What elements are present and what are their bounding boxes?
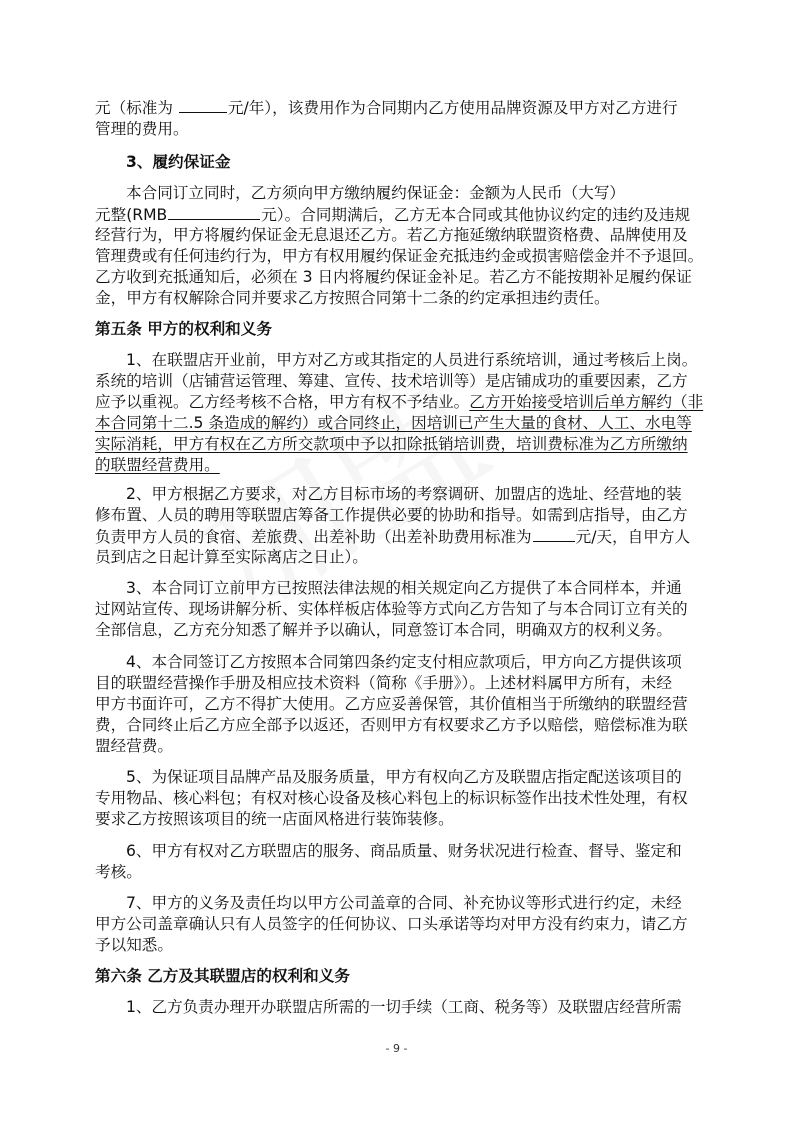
text-line: 费，合同终止后乙方应全部予以返还，否则甲方有权要求乙方予以赔偿，赔偿标准为联 — [95, 716, 688, 734]
page-number: - 9 - — [385, 1042, 408, 1055]
section-heading: 3、履约保证金 — [126, 153, 231, 171]
text-line: 乙方收到充抵通知后，必须在 3 日内将履约保证金补足。若乙方不能按期补足履约保证 — [95, 268, 692, 286]
text-line: 考核。 — [95, 863, 142, 881]
text-line: 3、本合同订立前甲方已按照法律法规的相关规定向乙方提供了本合同样本，并通 — [126, 579, 682, 597]
article-heading: 第五条 甲方的权利和义务 — [95, 320, 272, 338]
text-line: 1、乙方负责办理开办联盟店所需的一切手续（工商、税务等）及联盟店经营所需 — [126, 998, 682, 1016]
text-line: 全部信息，乙方充分知悉了解并予以确认，同意签订本合同，明确双方的权利义务。 — [95, 621, 672, 639]
text-line: 7、甲方的义务及责任均以甲方公司盖章的合同、补充协议等形式进行约定，未经 — [126, 894, 682, 912]
text-line: 本合同订立同时，乙方须向甲方缴纳履约保证金：金额为人民币（大写） — [126, 184, 626, 202]
article-heading: 第六条 乙方及其联盟店的权利和义务 — [95, 967, 350, 985]
text-line: 1、在联盟店开业前，甲方对乙方或其指定的人员进行系统培训，通过考核后上岗。 — [126, 351, 698, 369]
text-line: 目的联盟经营操作手册及相应技术资料（简称《手册》）。上述材料属甲方所有，未经 — [95, 674, 672, 692]
fill-blank — [179, 97, 227, 113]
underlined-text: 本合同第十二.5 条造成的解约）或合同终止，因培训已产生大量的食材、人工、水电等 — [95, 414, 692, 432]
text-line: 负责甲方人员的食宿、差旅费、出差补助（出差补助费用标准为 元/天，自甲方人 — [95, 528, 691, 546]
text-line: 系统的培训（店铺营运管理、筹建、宣传、技术培训等）是店铺成功的重要因素，乙方 — [95, 372, 688, 390]
text-line: 予以知悉。 — [95, 936, 173, 954]
text-line: 元整(RMB 元）。合同期满后，乙方无本合同或其他协议约定的违约及违规 — [95, 206, 691, 224]
text-line: 应予以重视。乙方经考核不合格，甲方有权不予结业。乙方开始接受培训后单方解约（非 — [95, 393, 704, 411]
text-line: 盟经营费。 — [95, 737, 173, 755]
text-line: 金，甲方有权解除合同并要求乙方按照合同第十二条的约定承担违约责任。 — [95, 289, 610, 307]
underlined-text: 乙方开始接受培训后单方解约（非 — [469, 393, 704, 411]
text-line: 6、甲方有权对乙方联盟店的服务、商品质量、财务状况进行检查、督导、鉴定和 — [126, 842, 682, 860]
fill-blank — [168, 204, 260, 220]
text-line: 修布置、人员的聘用等联盟店筹备工作提供必要的协助和指导。如需到店指导，由乙方 — [95, 506, 688, 524]
text-line: 员到店之日起计算至实际离店之日止）。 — [95, 548, 368, 566]
fill-blank — [533, 526, 575, 542]
text-line: 甲方公司盖章确认只有人员签字的任何协议、口头承诺等均对甲方没有约束力，请乙方 — [95, 915, 688, 933]
text-line: 5、为保证项目品牌产品及服务质量，甲方有权向乙方及联盟店指定配送该项目的 — [126, 768, 682, 786]
text-line: 2、甲方根据乙方要求，对乙方目标市场的考察调研、加盟店的选址、经营地的装 — [126, 485, 682, 503]
underlined-text: 实际消耗，甲方有权在乙方所交款项中予以扣除抵销培训费，培训费标准为乙方所缴纳 — [95, 435, 688, 453]
text-line: 管理费或有任何违约行为，甲方有权用履约保证金充抵违约金或损害赔偿金并不予退回。 — [95, 247, 704, 265]
text-line: 管理的费用。 — [95, 120, 189, 138]
text-line: 专用物品、核心料包；有权对核心设备及核心料包上的标识标签作出技术性处理，有权 — [95, 789, 688, 807]
text-line: 要求乙方按照该项目的统一店面风格进行装饰装修。 — [95, 810, 454, 828]
text-line: 元（标准为 元/年），该费用作为合同期内乙方使用品牌资源及甲方对乙方进行 — [95, 99, 678, 117]
underlined-text: 的联盟经营费用。 — [95, 456, 220, 474]
text-line: 过网站宣传、现场讲解分析、实体样板店体验等方式向乙方告知了与本合同订立有关的 — [95, 600, 688, 618]
text-line: 4、本合同签订乙方按照本合同第四条约定支付相应款项后，甲方向乙方提供该项 — [126, 653, 682, 671]
text-line: 经营行为，甲方将履约保证金无息退还乙方。若乙方拖延缴纳联盟资格费、品牌使用及 — [95, 226, 688, 244]
text-line: 甲方书面许可，乙方不得扩大使用。乙方应妥善保管，其价值相当于所缴纳的联盟经营 — [95, 695, 688, 713]
